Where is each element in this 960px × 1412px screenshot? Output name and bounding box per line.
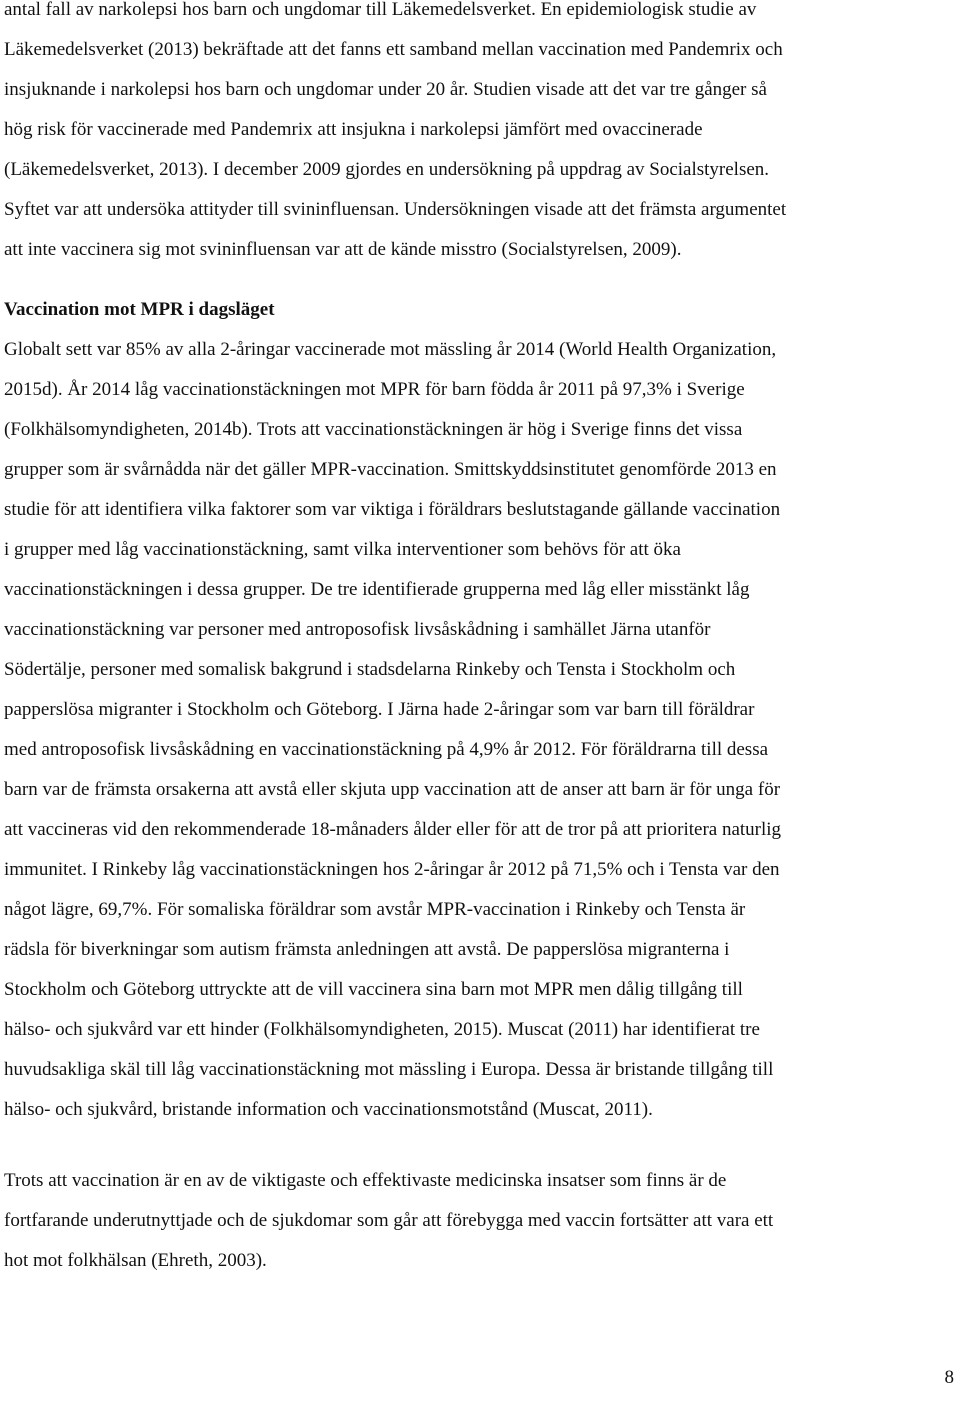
paragraph-mpr [4,330,956,1130]
text-line: Trots att vaccination är en av de viktigaste och effektivaste medicinska insatser som finns är de [4,1170,727,1191]
text-line: rädsla för biverkningar som autism främsta anledningen att avstå. De papperslösa migranterna i [4,939,730,960]
text-line: fortfarande underutnyttjade och de sjukdomar som går att förebygga med vaccin fortsätter att vara ett [4,1210,774,1231]
text-line: huvudsakliga skäl till låg vaccinationstäckning mot mässling i Europa. Dessa är bristande tillgång till [4,1059,774,1080]
text-line: vaccinationstäckning var personer med antroposofisk livsåskådning i samhället Järna utanför [4,619,711,640]
text-line: immunitet. I Rinkeby låg vaccinationstäckningen hos 2-åringar år 2012 på 71,5% och i Tensta var den [4,859,780,880]
text-line: Läkemedelsverket (2013) bekräftade att det fanns ett samband mellan vaccination med Pandemrix och [4,39,783,60]
text-line: hälso- och sjukvård var ett hinder (Folkhälsomyndigheten, 2015). Muscat (2011) har identifierat tre [4,1019,760,1040]
text-line: 2015d). År 2014 låg vaccinationstäckningen mot MPR för barn födda år 2011 på 97,3% i Sverige [4,379,745,400]
text-line: insjuknande i narkolepsi hos barn och ungdomar under 20 år. Studien visade att det var tre gånger så [4,79,767,100]
text-line: (Läkemedelsverket, 2013). I december 2009 gjordes en undersökning på uppdrag av Socialstyrelsen. [4,159,770,180]
text-line: att vaccineras vid den rekommenderade 18-månaders ålder eller för att de tror på att prioritera naturlig [4,819,782,840]
text-line: grupper som är svårnådda när det gäller MPR-vaccination. Smittskyddsinstitutet genomförde 2013 en [4,459,777,480]
text-line: barn var de främsta orsakerna att avstå eller skjuta upp vaccination att de anser att barn är för unga för [4,779,781,800]
text-line: hög risk för vaccinerade med Pandemrix att insjukna i narkolepsi jämfört med ovaccinerade [4,119,703,140]
page-number: 8 [944,1367,954,1388]
text-line: studie för att identifiera vilka faktorer som var viktiga i föräldrars beslutstagande gällande vaccination [4,499,781,520]
text-line: antal fall av narkolepsi hos barn och ungdomar till Läkemedelsverket. En epidemiologisk studie av [4,0,757,20]
text-line: (Folkhälsomyndigheten, 2014b). Trots att vaccinationstäckningen är hög i Sverige finns det vissa [4,419,743,440]
text-line: med antroposofisk livsåskådning en vaccinationstäckning på 4,9% år 2012. För föräldrarna till dessa [4,739,769,760]
text-line: något lägre, 69,7%. För somaliska föräldrar som avstår MPR-vaccination i Rinkeby och Tensta är [4,899,746,920]
paragraph-conclusion [4,1161,956,1281]
text-line: Stockholm och Göteborg uttryckte att de vill vaccinera sina barn mot MPR men dålig tillgång till [4,979,743,1000]
text-line: Globalt sett var 85% av alla 2-åringar vaccinerade mot mässling år 2014 (World Health Organization, [4,339,777,360]
text-line: hälso- och sjukvård, bristande information och vaccinationsmotstånd (Muscat, 2011). [4,1099,653,1120]
text-line: att inte vaccinera sig mot svininfluensan var att de kände misstro (Socialstyrelsen, 2009). [4,239,682,260]
text-line: i grupper med låg vaccinationstäckning, samt vilka interventioner som behövs för att öka [4,539,681,560]
paragraph-narkolepsi [4,0,956,270]
text-line: vaccinationstäckningen i dessa grupper. De tre identifierade grupperna med låg eller misstänkt låg [4,579,750,600]
text-line: Syftet var att undersöka attityder till svininfluensan. Undersökningen visade att det främsta argumentet [4,199,787,220]
text-line: Södertälje, personer med somalisk bakgrund i stadsdelarna Rinkeby och Tensta i Stockholm och [4,659,736,680]
text-line: hot mot folkhälsan (Ehreth, 2003). [4,1250,267,1271]
text-line: papperslösa migranter i Stockholm och Göteborg. I Järna hade 2-åringar som var barn till föräldrar [4,699,755,720]
section-heading: Vaccination mot MPR i dagsläget [4,299,275,320]
